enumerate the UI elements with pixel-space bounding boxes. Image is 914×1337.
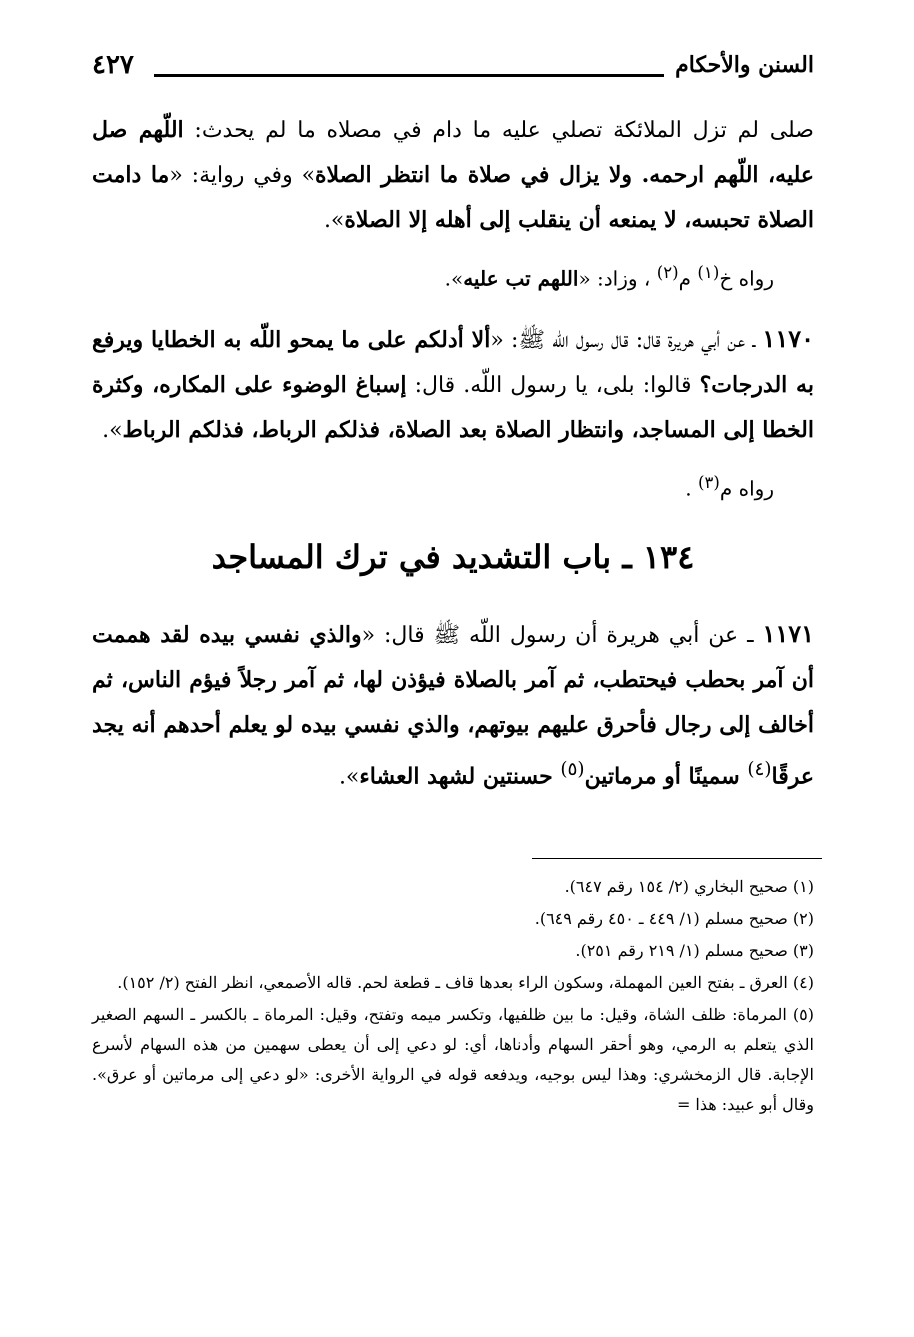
source-note-2: رواه م$^{(٣)}$ . [685, 472, 774, 501]
hadith-number: ١١٧١ [762, 619, 815, 649]
hadith-1171: ١١٧١ ـ عن أبي هريرة أن رسول اللّه ﷺ قال: «والذي نفسي بيده لقد هممت أن آمر بحطب فيحتطب، ثم آمر بالصلاة فيؤذن لها، ثم آمر رجلاً فيؤم الناس، ثم أخالف إلى رجال فأحرق عليهم بيوتهم، والذي نفسي بيده لو يعلم أحدهم أنه يجد عرقًا$^{(٤)}$ سمينًا أو مرماتين$^{(٥)}$ حسنتين لشهد العشاء». [92, 619, 815, 790]
footnote-ref-3: (٣) [697, 472, 720, 492]
header-rule [154, 74, 664, 77]
footnote-1: (١) صحيح البخاري (٢/ ١٥٤ رقم ٦٤٧). [564, 877, 814, 896]
running-title: السنن والأحكام [675, 52, 814, 78]
hadith-1170: ١١٧٠ ـ عن أبي هريرة قال: قال رسول اللّه ﷺ: «ألا أدلكم على ما يمحو اللّه به الخطايا ويرفع به الدرجات؟ قالوا: بلى، يا رسول اللّه. قال: إسباغ الوضوء على المكاره، وكثرة الخطا إلى المساجد، وانتظار الصلاة بعد الصلاة، فذلكم الرباط، فذلكم الرباط». [92, 323, 814, 443]
footnote-5: (٥) المرماة: ظلف الشاة، وقيل: ما بين ظلفيها، وتكسر ميمه وتفتح، وقيل: المرماة ـ بالكسر ـ السهم الصغير الذي يتعلم به الرمي، وهو أحقر السهام وأدناها، أي: لو دعي إلى أن يعطى سهمين من هذه السهام لأسرع الإجابة. قال الزمخشري: وهذا ليس بوجيه، ويدفعه قوله في الرواية الأخرى: «لو دعي إلى مرماتين أو عرق». وقال أبو عبيد: هذا = [92, 1005, 814, 1114]
page-number: ٤٢٧ [92, 50, 134, 80]
footnote-4: (٤) العرق ـ بفتح العين المهملة، وسكون الراء بعدها قاف ـ قطعة لحم. قاله الأصمعي، انظر الفتح (٢/ ١٥٢). [117, 973, 814, 992]
hadith-number: ١١٧٠ [762, 323, 814, 353]
footnote-2: (٢) صحيح مسلم (١/ ٤٤٩ ـ ٤٥٠ رقم ٦٤٩). [534, 909, 814, 928]
chapter-heading: ١٣٤ ـ باب التشديد في ترك المساجد [211, 538, 695, 577]
footnote-ref-2: (٢) [656, 263, 679, 282]
footnote-ref-4: (٤) [747, 759, 772, 781]
footnote-ref-1: (١) [697, 263, 720, 282]
page-header [92, 50, 814, 90]
footnote-ref-5: (٥) [560, 759, 585, 781]
footnotes [92, 870, 814, 1122]
main-text [92, 108, 814, 800]
footnote-3: (٣) صحيح مسلم (١/ ٢١٩ رقم ٢٥١). [575, 941, 814, 960]
source-note-1: رواه خ$^{(١)}$ م$^{(٢)}$ ، وزاد: «اللهم تب عليه». [444, 263, 774, 291]
footnote-separator [532, 858, 822, 859]
paragraph-continuation: صلى لم تزل الملائكة تصلي عليه ما دام في مصلاه ما لم يحدث: اللّهم صل عليه، اللّهم ارحمه. ولا يزال في صلاة ما انتظر الصلاة» وفي رواية: «ما دامت الصلاة تحبسه، لا يمنعه أن ينقلب إلى أهله إلا الصلاة». [92, 117, 814, 233]
